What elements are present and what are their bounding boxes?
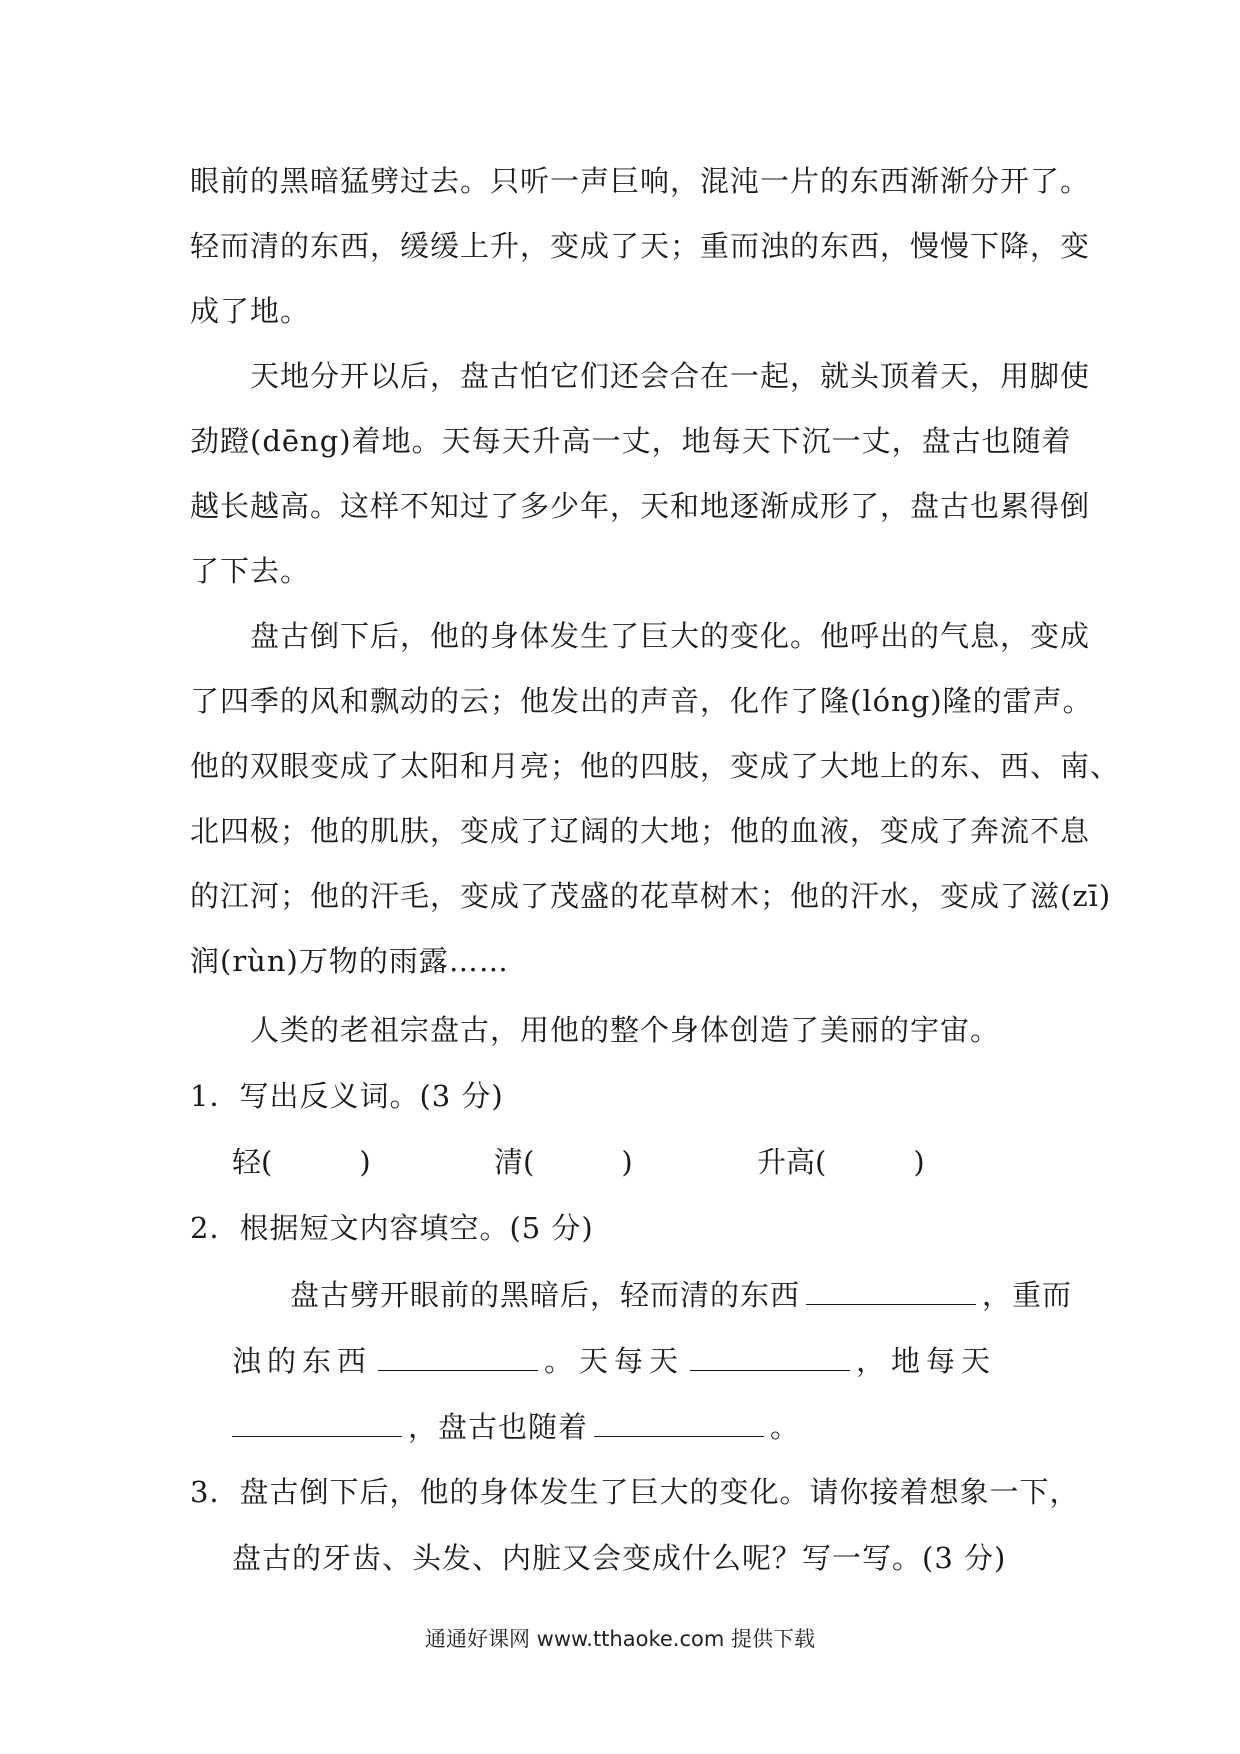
passage-line: 盘古倒下后，他的身体发生了巨大的变化。他呼出的气息，变成 [250, 619, 1091, 653]
question-2-title: 2．根据短文内容填空。(5 分) [190, 1211, 594, 1245]
fill-line-1 [290, 1274, 1073, 1315]
passage-line: 人类的老祖宗盘古，用他的整个身体创造了美丽的宇宙。 [250, 1013, 1001, 1047]
fill-text: ，地每天 [856, 1344, 997, 1378]
fill-blank[interactable] [594, 1406, 764, 1437]
antonym-options [232, 1142, 1032, 1182]
passage-line: 他的双眼变成了太阳和月亮；他的四肢，变成了大地上的东、西、南、 [190, 749, 1121, 783]
passage-line: 北四极；他的肌肤，变成了辽阔的大地；他的血液，变成了奔流不息 [190, 814, 1091, 848]
passage-line: 了四季的风和飘动的云；他发出的声音，化作了隆(lóng)隆的雷声。 [190, 684, 1093, 718]
question-3-line: 3．盘古倒下后，他的身体发生了巨大的变化。请你接着想象一下， [190, 1475, 1080, 1509]
passage-line: 天地分开以后，盘古怕它们还会合在一起，就头顶着天，用脚使 [250, 359, 1091, 393]
passage-line: 了下去。 [190, 554, 311, 588]
question-1-title: 1．写出反义词。(3 分) [190, 1079, 504, 1113]
fill-text: 浊的东西 [232, 1344, 373, 1378]
fill-line-3 [232, 1406, 1058, 1447]
passage-line: 劲蹬(dēng)着地。天每天升高一丈，地每天下沉一丈，盘古也随着 [190, 424, 1072, 458]
fill-blank[interactable] [690, 1340, 850, 1371]
footer-source: 通通好课网 www.tthaoke.com 提供下载 [425, 1627, 815, 1651]
antonym-option[interactable]: 轻( ) [232, 1145, 371, 1179]
question-3-line: 盘古的牙齿、头发、内脏又会变成什么呢？写一写。(3 分) [232, 1541, 1007, 1575]
fill-blank[interactable] [378, 1340, 538, 1371]
antonym-option[interactable]: 清( ) [494, 1145, 633, 1179]
fill-text: 。天每天 [544, 1344, 685, 1378]
passage-line: 越长越高。这样不知过了多少年，天和地逐渐成形了，盘古也累得倒 [190, 489, 1091, 523]
fill-blank[interactable] [232, 1406, 402, 1437]
passage-line: 成了地。 [190, 294, 311, 328]
fill-line-2 [232, 1340, 1058, 1381]
passage-line: 眼前的黑暗猛劈过去。只听一声巨响，混沌一片的东西渐渐分开了。 [190, 164, 1091, 198]
passage-line: 的江河；他的汗毛，变成了茂盛的花草树木；他的汗水，变成了滋(zī) [190, 879, 1112, 913]
fill-text: ，重而 [982, 1278, 1073, 1312]
fill-text: ，盘古也随着 [408, 1410, 589, 1444]
passage-line: 轻而清的东西，缓缓上升，变成了天；重而浊的东西，慢慢下降，变 [190, 229, 1091, 263]
antonym-option[interactable]: 升高( ) [757, 1145, 925, 1179]
fill-text: 盘古劈开眼前的黑暗后，轻而清的东西 [290, 1278, 801, 1312]
passage-line: 润(rùn)万物的雨露…… [190, 944, 509, 978]
fill-text: 。 [770, 1410, 801, 1444]
fill-blank[interactable] [806, 1274, 976, 1305]
